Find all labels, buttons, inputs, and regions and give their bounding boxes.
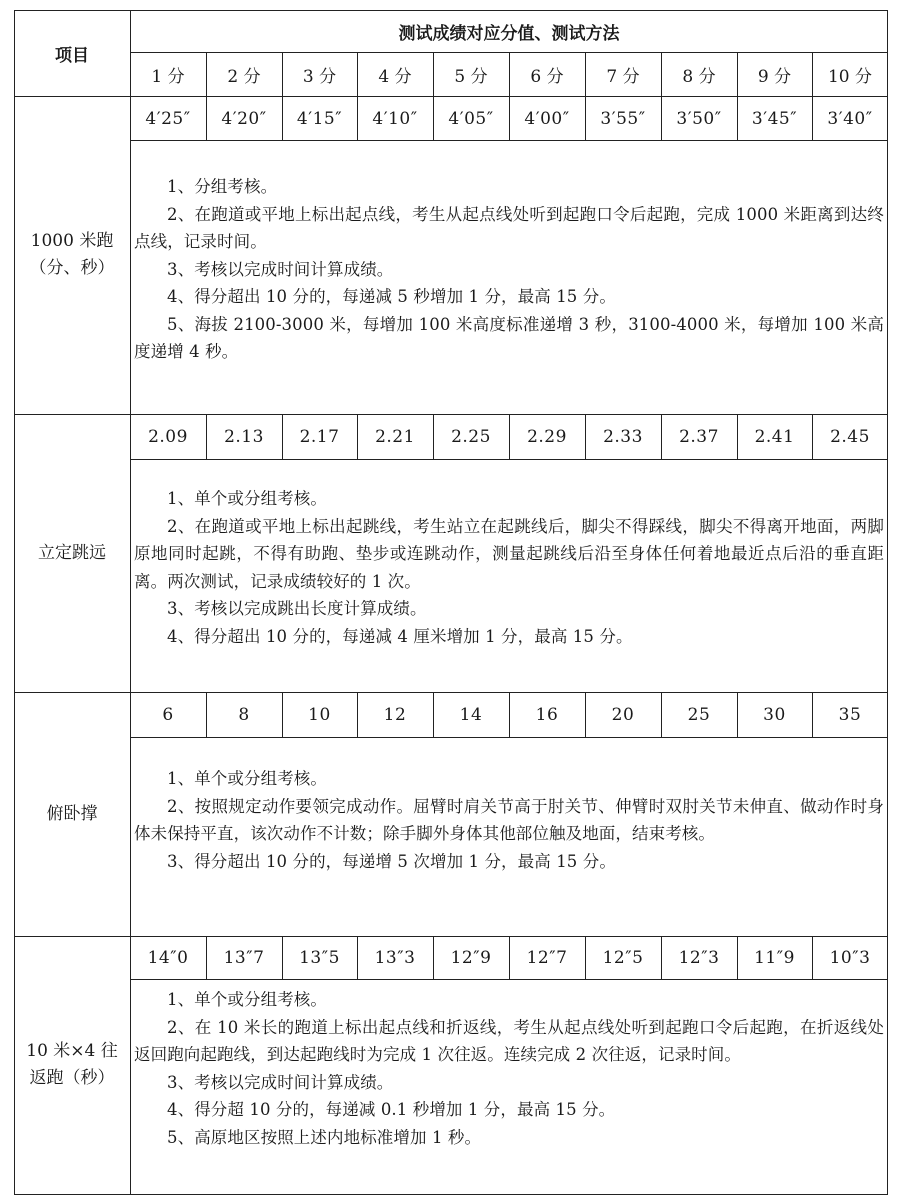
value-cell: 2.33 [603,427,643,447]
value-cell: 2.25 [451,427,491,447]
score-header-divider [585,52,586,96]
value-cell: 12″3 [678,948,720,968]
value-cell-divider [206,414,207,459]
value-cell: 13″7 [223,948,265,968]
value-cell: 35 [838,705,862,725]
score-header-divider [433,52,434,96]
value-cell: 13″5 [299,948,340,968]
method-step: 5、海拔 2100-3000 米，每增加 100 米高度标准递增 3 秒，3100-4000 米，每增加 100 米高度递增 4 秒。 [134,314,884,361]
method-step: 3、得分超出 10 分的，每递增 5 次增加 1 分，最高 15 分。 [167,851,616,871]
value-cell-divider [585,936,586,979]
item-name-line: （分、秒） [29,258,115,278]
value-cell: 4′10″ [372,108,418,129]
score-header-divider [661,52,662,96]
table-border-bottom [14,1194,888,1195]
value-cell: 14 [459,705,483,725]
method-step: 2、在跑道或平地上标出起点线，考生从起点线处听到起跑口令后起跑，完成 1000 米距离到达终点线，记录时间。 [134,204,884,251]
value-cell-divider [206,936,207,979]
value-cell: 4′05″ [448,108,494,129]
item-name-line: 返跑（秒） [29,1068,115,1088]
value-cell: 14″0 [147,948,189,968]
score-header-cell: 7 分 [606,67,640,87]
value-cell: 4′15″ [296,108,343,129]
value-cell: 2.41 [754,427,795,447]
score-header-cell: 5 分 [454,67,488,87]
value-cell-divider [433,414,434,459]
score-header-cell: 4 分 [378,67,412,87]
value-cell-divider [282,936,283,979]
value-cell: 4′00″ [524,108,570,129]
value-cell: 12″9 [450,948,492,968]
value-cell: 4′25″ [145,108,191,129]
value-cell: 4′20″ [221,108,267,129]
values-row-divider [130,979,888,980]
value-cell-divider [661,936,662,979]
value-cell-divider [585,692,586,737]
table-title: 测试成绩对应分值、测试方法 [398,23,620,44]
method-step: 1、单个或分组考核。 [167,990,327,1009]
item-column-header: 项目 [55,45,89,66]
score-header-cell: 1 分 [151,67,185,87]
value-cell: 2.37 [679,427,719,447]
value-cell-divider [282,96,283,140]
method-step: 1、单个或分组考核。 [167,489,327,508]
value-cell-divider [509,414,510,459]
value-cell-divider [206,96,207,140]
value-cell-divider [661,414,662,459]
method-step: 3、考核以完成时间计算成绩。 [167,1072,394,1092]
method-step: 1、分组考核。 [167,177,278,196]
values-row-divider [130,737,888,738]
method-step: 2、在 10 米长的跑道上标出起点线和折返线，考生从起点线处听到起跑口令后起跑，在折返线处返回跑向起跑线，到达起跑线时为完成 1 次往返。连续完成 2 次往返，记录时间。 [134,1017,884,1064]
value-cell: 2.29 [527,427,567,447]
test-method [130,986,888,1192]
value-cell: 12″7 [526,948,568,968]
score-header-divider [812,52,813,96]
value-cell: 20 [611,705,635,725]
method-step: 4、得分超出 10 分的，每递减 5 秒增加 1 分，最高 15 分。 [167,287,616,306]
value-cell-divider [433,692,434,737]
score-header-cell: 10 分 [827,67,873,87]
method-step: 5、高原地区按照上述内地标准增加 1 秒。 [167,1127,482,1147]
value-cell: 2.09 [148,427,188,447]
method-step: 2、按照规定动作要领完成动作。屈臂时肩关节高于肘关节、伸臂时双肘关节未伸直、做动作时身体未保持平直，该次动作不计数；除手脚外身体其他部位触及地面，结束考核。 [134,796,884,843]
method-step: 4、得分超出 10 分的，每递减 4 厘米增加 1 分，最高 15 分。 [167,626,633,646]
value-cell-divider [812,692,813,737]
score-header-cell: 8 分 [682,67,716,87]
score-header-divider [282,52,283,96]
value-cell: 30 [763,705,786,725]
value-cell: 3′40″ [827,108,873,129]
value-cell-divider [737,96,738,140]
value-cell-divider [661,692,662,737]
value-cell-divider [357,96,358,140]
value-cell-divider [812,936,813,979]
score-header-divider [737,52,738,96]
value-cell: 10″3 [829,948,871,968]
value-cell-divider [509,692,510,737]
value-cell: 6 [162,705,174,725]
value-cell: 12 [383,705,407,725]
value-cell-divider [737,936,738,979]
score-header-cell: 6 分 [530,67,564,87]
value-cell: 11″9 [754,948,795,968]
value-cell-divider [509,936,510,979]
value-cell-divider [812,96,813,140]
test-method [130,765,888,934]
value-cell-divider [206,692,207,737]
values-row-divider [130,459,888,460]
value-cell: 12″5 [602,948,644,968]
value-cell-divider [433,936,434,979]
item-name-line: 1000 米跑 [30,231,114,251]
score-header-divider [206,52,207,96]
method-step: 1、单个或分组考核。 [167,769,327,788]
value-cell: 2.21 [375,427,415,447]
value-cell: 13″3 [374,948,416,968]
value-cell: 3′55″ [600,108,646,129]
value-cell-divider [737,414,738,459]
score-header-cell: 9 分 [757,67,792,87]
value-cell: 3′50″ [676,108,722,129]
value-cell-divider [357,414,358,459]
item-name [14,414,130,692]
score-header-divider [509,52,510,96]
method-step: 3、考核以完成跳出长度计算成绩。 [167,599,427,618]
item-name-line: 俯卧撑 [46,803,98,824]
value-cell-divider [433,96,434,140]
value-cell-divider [661,96,662,140]
value-cell: 2.17 [299,427,340,447]
item-name-line: 立定跳远 [38,542,106,563]
test-method [130,485,888,690]
score-header-divider [357,52,358,96]
value-cell: 8 [238,705,250,725]
method-step: 3、考核以完成时间计算成绩。 [167,259,394,279]
item-name [14,936,130,1194]
value-cell-divider [357,936,358,979]
value-cell-divider [282,414,283,459]
value-cell-divider [585,96,586,140]
test-method [130,173,888,412]
value-cell-divider [812,414,813,459]
value-cell: 3′45″ [751,108,798,129]
item-name [14,692,130,936]
value-cell: 10 [308,705,331,725]
value-cell-divider [585,414,586,459]
value-cell-divider [282,692,283,737]
item-name-line: 10 米×4 往 [26,1041,118,1061]
score-header-cell: 3 分 [302,67,337,87]
value-cell-divider [737,692,738,737]
method-step: 2、在跑道或平地上标出起跳线，考生站立在起跳线后，脚尖不得踩线，脚尖不得离开地面，两脚原地同时起跳，不得有助跑、垫步或连跳动作，测量起跳线后沿至身体任何着地最近点后沿的垂直距离。两次测试，记录成绩较好的 1 次。 [134,516,884,591]
method-step: 4、得分超 10 分的，每递减 0.1 秒增加 1 分，最高 15 分。 [167,1100,616,1119]
item-name [14,96,130,414]
value-cell: 16 [535,705,559,725]
value-cell: 2.45 [830,427,870,447]
score-header-cell: 2 分 [227,67,261,87]
value-cell: 2.13 [224,427,264,447]
value-cell-divider [357,692,358,737]
values-row-divider [130,140,888,141]
value-cell: 25 [687,705,711,725]
value-cell-divider [509,96,510,140]
